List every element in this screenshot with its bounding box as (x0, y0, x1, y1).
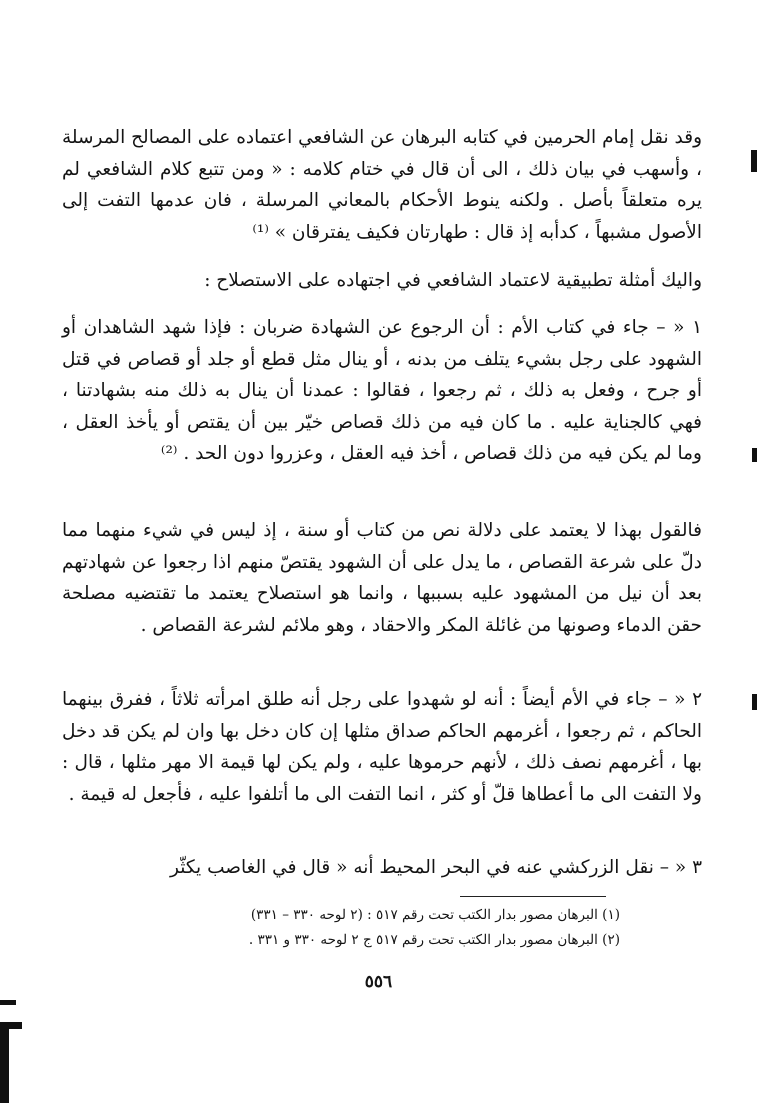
footnotes (140, 903, 620, 953)
paragraph-example-3 (62, 852, 702, 884)
paragraph-text: وقد نقل إمام الحرمين في كتابه البرهان عن الشافعي اعتماده على المصالح المرسلة ، وأسهب في بيان ذلك ، الى أن قال في ختام كلامه : « ومن تتبع كلام الشافعي لم يره متعلقاً بأصل . ولكنه ينوط الأحكام بالمعاني المرسلة ، فان عدمها التفت إلى الأصول مشبهاً ، كدأبه إذ قال : طهارتان فكيف يفترقان » ⁽¹⁾ (62, 127, 702, 243)
footnote-2: (٢) البرهان مصور بدار الكتب تحت رقم ٥١٧ ج ٢ لوحه ٣٣٠ و ٣٣١ . (248, 932, 620, 948)
paragraph-example-1 (62, 312, 702, 470)
scan-edge-mark (752, 694, 757, 710)
paragraph-text: فالقول بهذا لا يعتمد على دلالة نص من كتاب أو سنة ، إذ ليس في شيء منهما مما دلّ على شرعة القصاص ، ما يدل على أن الشهود يقتصّ منهم اذا رجعوا عن شهادتهم بعد أن نيل من المشهود عليه بسببها ، وانما هو استصلاح يعتمد ما تقتضيه مصلحة حقن الدماء وصونها من غائلة المكر والاحقاد ، وهو ملائم لشرعة القصاص . (62, 520, 702, 636)
scan-edge-mark (751, 150, 757, 172)
paragraph-analysis (62, 515, 702, 641)
paragraph-example-2 (62, 684, 702, 810)
paragraph-imam-haramayn-quote (62, 122, 702, 248)
scan-edge-mark (752, 448, 757, 462)
footnote-divider (460, 896, 606, 897)
paragraph-text: ٣ « – نقل الزركشي عنه في البحر المحيط أنه « قال في الغاصب يكثّر (170, 857, 702, 878)
paragraph-text: ١ « – جاء في كتاب الأم : أن الرجوع عن الشهادة ضربان : فإذا شهد الشاهدان أو الشهود على رجل بشيء يتلف من بدنه ، أو ينال مثل قطع أو جلد أو قصاص في قتل أو جرح ، وفعل به ذلك ، ثم رجعوا ، فقالوا : عمدنا أن ينال به ذلك منه بشهادتنا ، فهي كالجناية عليه . ما كان فيه من ذلك قصاص خيّر بين أن يقتص أو يأخذ العقل ، وما لم يكن فيه من ذلك قصاص ، أخذ فيه العقل ، وعزروا دون الحد . ⁽²⁾ (62, 317, 702, 464)
paragraph-examples-intro (62, 265, 702, 297)
scan-edge-mark (0, 1000, 16, 1005)
scan-edge-mark (0, 1022, 9, 1103)
footnote-1: (١) البرهان مصور بدار الكتب تحت رقم ٥١٧ : (٢ لوحه ٣٣٠ – ٣٣١) (250, 907, 620, 923)
paragraph-text: واليك أمثلة تطبيقية لاعتماد الشافعي في اجتهاده على الاستصلاح : (204, 270, 702, 291)
page-number: ٥٥٦ (364, 972, 393, 992)
paragraph-text: ٢ « – جاء في الأم أيضاً : أنه لو شهدوا على رجل أنه طلق امرأته ثلاثاً ، ففرق بينهما الحاكم ، ثم رجعوا ، أغرمهم الحاكم صداق مثلها إن كان دخل بها وان لم يكن قد دخل بها ، أغرمهم نصف ذلك ، لأنهم حرموها عليه ، ولم يكن لها قيمة الا مهر مثلها ، قال : ولا التفت الى ما أعطاها قلّ أو كثر ، انما التفت الى ما أتلفوا عليه ، فأجعل له قيمة . (62, 689, 702, 805)
